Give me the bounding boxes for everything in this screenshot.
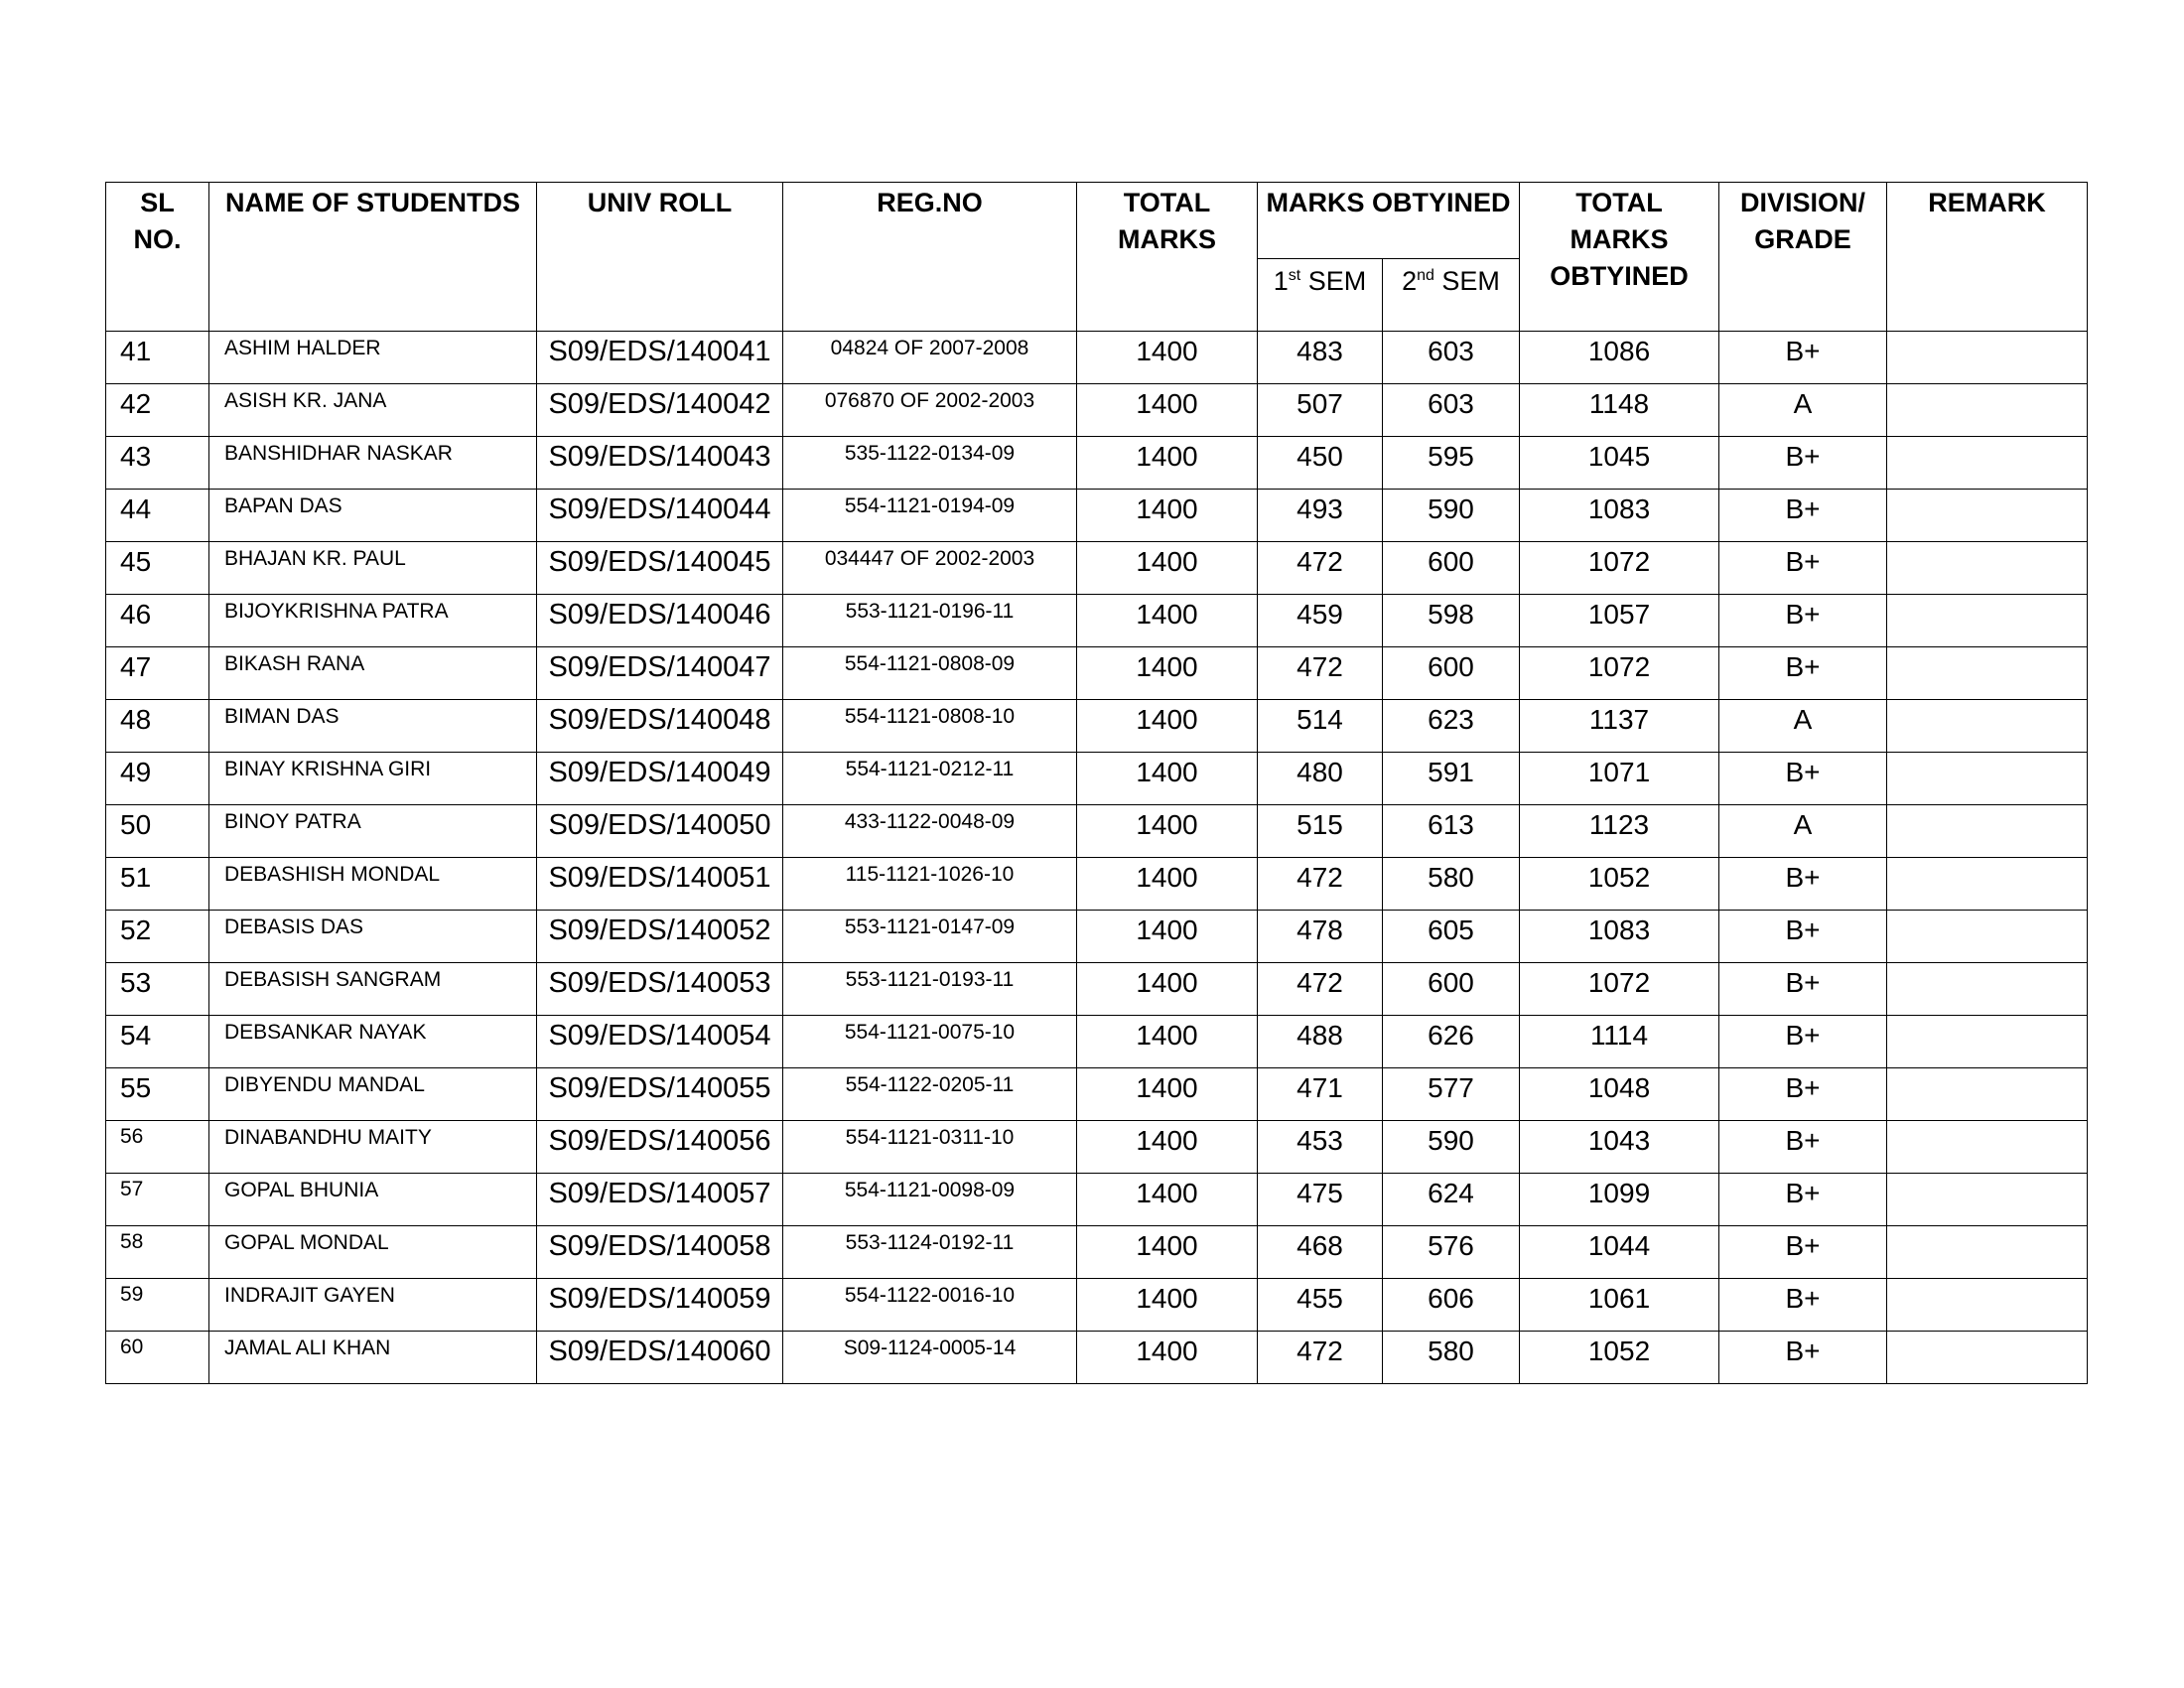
- table-row: [106, 384, 2088, 437]
- sem1-marks-cell: 480: [1258, 753, 1383, 805]
- table-row: [106, 1332, 2088, 1384]
- sem2-label: SEM: [1433, 266, 1500, 296]
- sem2-marks-cell: 624: [1383, 1174, 1520, 1226]
- remark-cell: [1887, 753, 2088, 805]
- table-row: [106, 1226, 2088, 1279]
- total-obtained-cell: 1043: [1520, 1121, 1719, 1174]
- student-name-cell: DEBASHISH MONDAL: [209, 858, 537, 911]
- univ-roll-cell: S09/EDS/140052: [537, 911, 783, 963]
- sem2-marks-cell: 603: [1383, 332, 1520, 384]
- reg-no-cell: 554-1121-0808-09: [783, 647, 1077, 700]
- reg-no-cell: 553-1121-0193-11: [783, 963, 1077, 1016]
- sem2-marks-cell: 600: [1383, 542, 1520, 595]
- total-marks-cell: 1400: [1077, 332, 1258, 384]
- reg-no-cell: 553-1121-0147-09: [783, 911, 1077, 963]
- sem1-marks-cell: 472: [1258, 858, 1383, 911]
- table-row: [106, 1121, 2088, 1174]
- sem1-marks-cell: 472: [1258, 647, 1383, 700]
- remark-cell: [1887, 384, 2088, 437]
- sl-number-cell: 49: [106, 753, 209, 805]
- reg-no-cell: 535-1122-0134-09: [783, 437, 1077, 490]
- univ-roll-cell: S09/EDS/140059: [537, 1279, 783, 1332]
- sem2-marks-cell: 603: [1383, 384, 1520, 437]
- header-division-grade: DIVISION/ GRADE: [1719, 183, 1887, 332]
- sem1-marks-cell: 455: [1258, 1279, 1383, 1332]
- sem1-marks-cell: 471: [1258, 1068, 1383, 1121]
- grade-cell: B+: [1719, 437, 1887, 490]
- sem1-superscript: st: [1288, 267, 1301, 284]
- sem2-marks-cell: 626: [1383, 1016, 1520, 1068]
- sem1-marks-cell: 483: [1258, 332, 1383, 384]
- remark-cell: [1887, 1332, 2088, 1384]
- reg-no-cell: 433-1122-0048-09: [783, 805, 1077, 858]
- grade-cell: B+: [1719, 332, 1887, 384]
- table-row: [106, 1279, 2088, 1332]
- grade-cell: A: [1719, 700, 1887, 753]
- sl-number-cell: 56: [106, 1121, 209, 1174]
- header-marks-obtained: MARKS OBTYINED: [1258, 183, 1520, 259]
- table-row: [106, 963, 2088, 1016]
- total-obtained-cell: 1099: [1520, 1174, 1719, 1226]
- reg-no-cell: 554-1122-0205-11: [783, 1068, 1077, 1121]
- sem2-marks-cell: 591: [1383, 753, 1520, 805]
- univ-roll-cell: S09/EDS/140057: [537, 1174, 783, 1226]
- reg-no-cell: 554-1122-0016-10: [783, 1279, 1077, 1332]
- remark-cell: [1887, 1068, 2088, 1121]
- sl-number-cell: 51: [106, 858, 209, 911]
- remark-cell: [1887, 700, 2088, 753]
- grade-cell: B+: [1719, 963, 1887, 1016]
- sem2-marks-cell: 577: [1383, 1068, 1520, 1121]
- univ-roll-cell: S09/EDS/140058: [537, 1226, 783, 1279]
- total-marks-cell: 1400: [1077, 753, 1258, 805]
- grade-cell: B+: [1719, 647, 1887, 700]
- sl-number-cell: 60: [106, 1332, 209, 1384]
- grade-cell: B+: [1719, 1174, 1887, 1226]
- sl-number-cell: 47: [106, 647, 209, 700]
- sem1-marks-cell: 493: [1258, 490, 1383, 542]
- reg-no-cell: 076870 OF 2002-2003: [783, 384, 1077, 437]
- total-marks-cell: 1400: [1077, 1068, 1258, 1121]
- total-obtained-cell: 1072: [1520, 963, 1719, 1016]
- sem1-marks-cell: 453: [1258, 1121, 1383, 1174]
- table-row: [106, 595, 2088, 647]
- header-reg-no: REG.NO: [783, 183, 1077, 332]
- sem1-label: SEM: [1300, 266, 1367, 296]
- univ-roll-cell: S09/EDS/140043: [537, 437, 783, 490]
- table-row: [106, 753, 2088, 805]
- remark-cell: [1887, 595, 2088, 647]
- table-row: [106, 437, 2088, 490]
- total-marks-cell: 1400: [1077, 437, 1258, 490]
- reg-no-cell: 115-1121-1026-10: [783, 858, 1077, 911]
- univ-roll-cell: S09/EDS/140042: [537, 384, 783, 437]
- sem2-marks-cell: 605: [1383, 911, 1520, 963]
- sem2-marks-cell: 580: [1383, 1332, 1520, 1384]
- header-total-obtained: TOTAL MARKS OBTYINED: [1520, 183, 1719, 332]
- student-name-cell: DEBSANKAR NAYAK: [209, 1016, 537, 1068]
- sem2-marks-cell: 580: [1383, 858, 1520, 911]
- total-obtained-cell: 1057: [1520, 595, 1719, 647]
- total-obtained-cell: 1148: [1520, 384, 1719, 437]
- remark-cell: [1887, 1016, 2088, 1068]
- univ-roll-cell: S09/EDS/140051: [537, 858, 783, 911]
- remark-cell: [1887, 437, 2088, 490]
- sem1-number: 1: [1273, 266, 1289, 296]
- total-marks-cell: 1400: [1077, 647, 1258, 700]
- total-marks-cell: 1400: [1077, 1279, 1258, 1332]
- table-body: [106, 332, 2088, 1384]
- header-univ-roll: UNIV ROLL: [537, 183, 783, 332]
- univ-roll-cell: S09/EDS/140055: [537, 1068, 783, 1121]
- student-name-cell: GOPAL MONDAL: [209, 1226, 537, 1279]
- total-obtained-cell: 1072: [1520, 542, 1719, 595]
- sem1-marks-cell: 475: [1258, 1174, 1383, 1226]
- remark-cell: [1887, 490, 2088, 542]
- sem1-marks-cell: 472: [1258, 542, 1383, 595]
- sl-number-cell: 46: [106, 595, 209, 647]
- header-sem2: [1383, 259, 1520, 332]
- reg-no-cell: 554-1121-0098-09: [783, 1174, 1077, 1226]
- reg-no-cell: 034447 OF 2002-2003: [783, 542, 1077, 595]
- sl-number-cell: 50: [106, 805, 209, 858]
- remark-cell: [1887, 332, 2088, 384]
- grade-cell: A: [1719, 384, 1887, 437]
- student-name-cell: ASISH KR. JANA: [209, 384, 537, 437]
- table-row: [106, 1016, 2088, 1068]
- student-name-cell: DEBASIS DAS: [209, 911, 537, 963]
- remark-cell: [1887, 963, 2088, 1016]
- total-marks-cell: 1400: [1077, 595, 1258, 647]
- sem2-marks-cell: 600: [1383, 963, 1520, 1016]
- total-marks-cell: 1400: [1077, 858, 1258, 911]
- table-row: [106, 700, 2088, 753]
- remark-cell: [1887, 911, 2088, 963]
- grade-cell: B+: [1719, 753, 1887, 805]
- reg-no-cell: 553-1121-0196-11: [783, 595, 1077, 647]
- table-row: [106, 858, 2088, 911]
- sl-number-cell: 59: [106, 1279, 209, 1332]
- remark-cell: [1887, 647, 2088, 700]
- grade-cell: B+: [1719, 595, 1887, 647]
- sem1-marks-cell: 472: [1258, 1332, 1383, 1384]
- grade-cell: B+: [1719, 1068, 1887, 1121]
- grade-cell: B+: [1719, 490, 1887, 542]
- reg-no-cell: 554-1121-0075-10: [783, 1016, 1077, 1068]
- grade-cell: B+: [1719, 1121, 1887, 1174]
- univ-roll-cell: S09/EDS/140041: [537, 332, 783, 384]
- total-marks-cell: 1400: [1077, 805, 1258, 858]
- sl-number-cell: 41: [106, 332, 209, 384]
- student-name-cell: BIMAN DAS: [209, 700, 537, 753]
- reg-no-cell: 554-1121-0212-11: [783, 753, 1077, 805]
- univ-roll-cell: S09/EDS/140047: [537, 647, 783, 700]
- grade-cell: B+: [1719, 911, 1887, 963]
- sem2-marks-cell: 590: [1383, 490, 1520, 542]
- student-name-cell: ASHIM HALDER: [209, 332, 537, 384]
- univ-roll-cell: S09/EDS/140046: [537, 595, 783, 647]
- total-marks-cell: 1400: [1077, 542, 1258, 595]
- univ-roll-cell: S09/EDS/140053: [537, 963, 783, 1016]
- total-obtained-cell: 1044: [1520, 1226, 1719, 1279]
- student-name-cell: INDRAJIT GAYEN: [209, 1279, 537, 1332]
- student-name-cell: BINOY PATRA: [209, 805, 537, 858]
- total-obtained-cell: 1086: [1520, 332, 1719, 384]
- univ-roll-cell: S09/EDS/140045: [537, 542, 783, 595]
- results-table: [105, 182, 2088, 1384]
- total-marks-cell: 1400: [1077, 384, 1258, 437]
- sem1-marks-cell: 472: [1258, 963, 1383, 1016]
- table-row: [106, 647, 2088, 700]
- sem2-marks-cell: 576: [1383, 1226, 1520, 1279]
- sl-number-cell: 45: [106, 542, 209, 595]
- total-obtained-cell: 1048: [1520, 1068, 1719, 1121]
- total-obtained-cell: 1123: [1520, 805, 1719, 858]
- student-name-cell: JAMAL ALI KHAN: [209, 1332, 537, 1384]
- student-name-cell: BIJOYKRISHNA PATRA: [209, 595, 537, 647]
- remark-cell: [1887, 1174, 2088, 1226]
- sl-number-cell: 52: [106, 911, 209, 963]
- student-name-cell: BHAJAN KR. PAUL: [209, 542, 537, 595]
- total-obtained-cell: 1083: [1520, 490, 1719, 542]
- univ-roll-cell: S09/EDS/140048: [537, 700, 783, 753]
- sem2-marks-cell: 613: [1383, 805, 1520, 858]
- grade-cell: B+: [1719, 1016, 1887, 1068]
- grade-cell: B+: [1719, 858, 1887, 911]
- remark-cell: [1887, 858, 2088, 911]
- student-name-cell: DEBASISH SANGRAM: [209, 963, 537, 1016]
- header-sem1: [1258, 259, 1383, 332]
- remark-cell: [1887, 1279, 2088, 1332]
- reg-no-cell: 04824 OF 2007-2008: [783, 332, 1077, 384]
- total-marks-cell: 1400: [1077, 1016, 1258, 1068]
- sem1-marks-cell: 450: [1258, 437, 1383, 490]
- sl-number-cell: 43: [106, 437, 209, 490]
- student-name-cell: BINAY KRISHNA GIRI: [209, 753, 537, 805]
- header-total-marks: TOTAL MARKS: [1077, 183, 1258, 332]
- sl-number-cell: 44: [106, 490, 209, 542]
- sl-number-cell: 48: [106, 700, 209, 753]
- student-name-cell: DIBYENDU MANDAL: [209, 1068, 537, 1121]
- remark-cell: [1887, 805, 2088, 858]
- sem2-marks-cell: 598: [1383, 595, 1520, 647]
- header-sl-no: SL NO.: [106, 183, 209, 332]
- remark-cell: [1887, 1121, 2088, 1174]
- total-marks-cell: 1400: [1077, 963, 1258, 1016]
- sem1-marks-cell: 468: [1258, 1226, 1383, 1279]
- sl-number-cell: 42: [106, 384, 209, 437]
- student-name-cell: DINABANDHU MAITY: [209, 1121, 537, 1174]
- student-name-cell: BIKASH RANA: [209, 647, 537, 700]
- table-row: [106, 1174, 2088, 1226]
- total-obtained-cell: 1137: [1520, 700, 1719, 753]
- total-obtained-cell: 1052: [1520, 858, 1719, 911]
- remark-cell: [1887, 1226, 2088, 1279]
- grade-cell: B+: [1719, 1332, 1887, 1384]
- table-row: [106, 911, 2088, 963]
- total-marks-cell: 1400: [1077, 1121, 1258, 1174]
- sem1-marks-cell: 488: [1258, 1016, 1383, 1068]
- sem2-number: 2: [1402, 266, 1418, 296]
- reg-no-cell: 554-1121-0808-10: [783, 700, 1077, 753]
- univ-roll-cell: S09/EDS/140050: [537, 805, 783, 858]
- sem2-superscript: nd: [1417, 267, 1434, 284]
- total-obtained-cell: 1114: [1520, 1016, 1719, 1068]
- table-row: [106, 805, 2088, 858]
- total-obtained-cell: 1061: [1520, 1279, 1719, 1332]
- univ-roll-cell: S09/EDS/140060: [537, 1332, 783, 1384]
- remark-cell: [1887, 542, 2088, 595]
- sem1-marks-cell: 515: [1258, 805, 1383, 858]
- univ-roll-cell: S09/EDS/140049: [537, 753, 783, 805]
- sl-number-cell: 55: [106, 1068, 209, 1121]
- total-marks-cell: 1400: [1077, 490, 1258, 542]
- univ-roll-cell: S09/EDS/140054: [537, 1016, 783, 1068]
- reg-no-cell: S09-1124-0005-14: [783, 1332, 1077, 1384]
- results-sheet: [105, 182, 2087, 1384]
- total-marks-cell: 1400: [1077, 1174, 1258, 1226]
- header-name: NAME OF STUDENTDS: [209, 183, 537, 332]
- sem1-marks-cell: 478: [1258, 911, 1383, 963]
- sem2-marks-cell: 606: [1383, 1279, 1520, 1332]
- reg-no-cell: 553-1124-0192-11: [783, 1226, 1077, 1279]
- total-obtained-cell: 1083: [1520, 911, 1719, 963]
- total-obtained-cell: 1052: [1520, 1332, 1719, 1384]
- header-remark: REMARK: [1887, 183, 2088, 332]
- table-row: [106, 332, 2088, 384]
- sem2-marks-cell: 600: [1383, 647, 1520, 700]
- reg-no-cell: 554-1121-0194-09: [783, 490, 1077, 542]
- reg-no-cell: 554-1121-0311-10: [783, 1121, 1077, 1174]
- sem1-marks-cell: 514: [1258, 700, 1383, 753]
- univ-roll-cell: S09/EDS/140044: [537, 490, 783, 542]
- sem2-marks-cell: 595: [1383, 437, 1520, 490]
- sem2-marks-cell: 590: [1383, 1121, 1520, 1174]
- sl-number-cell: 57: [106, 1174, 209, 1226]
- total-marks-cell: 1400: [1077, 1332, 1258, 1384]
- sem1-marks-cell: 459: [1258, 595, 1383, 647]
- grade-cell: B+: [1719, 1279, 1887, 1332]
- grade-cell: B+: [1719, 1226, 1887, 1279]
- univ-roll-cell: S09/EDS/140056: [537, 1121, 783, 1174]
- student-name-cell: BAPAN DAS: [209, 490, 537, 542]
- sl-number-cell: 53: [106, 963, 209, 1016]
- grade-cell: A: [1719, 805, 1887, 858]
- total-marks-cell: 1400: [1077, 1226, 1258, 1279]
- sl-number-cell: 54: [106, 1016, 209, 1068]
- table-row: [106, 1068, 2088, 1121]
- sl-number-cell: 58: [106, 1226, 209, 1279]
- total-obtained-cell: 1072: [1520, 647, 1719, 700]
- sem1-marks-cell: 507: [1258, 384, 1383, 437]
- sem2-marks-cell: 623: [1383, 700, 1520, 753]
- total-marks-cell: 1400: [1077, 911, 1258, 963]
- student-name-cell: GOPAL BHUNIA: [209, 1174, 537, 1226]
- grade-cell: B+: [1719, 542, 1887, 595]
- total-marks-cell: 1400: [1077, 700, 1258, 753]
- table-row: [106, 542, 2088, 595]
- total-obtained-cell: 1045: [1520, 437, 1719, 490]
- total-obtained-cell: 1071: [1520, 753, 1719, 805]
- table-header: [106, 183, 2088, 332]
- table-row: [106, 490, 2088, 542]
- student-name-cell: BANSHIDHAR NASKAR: [209, 437, 537, 490]
